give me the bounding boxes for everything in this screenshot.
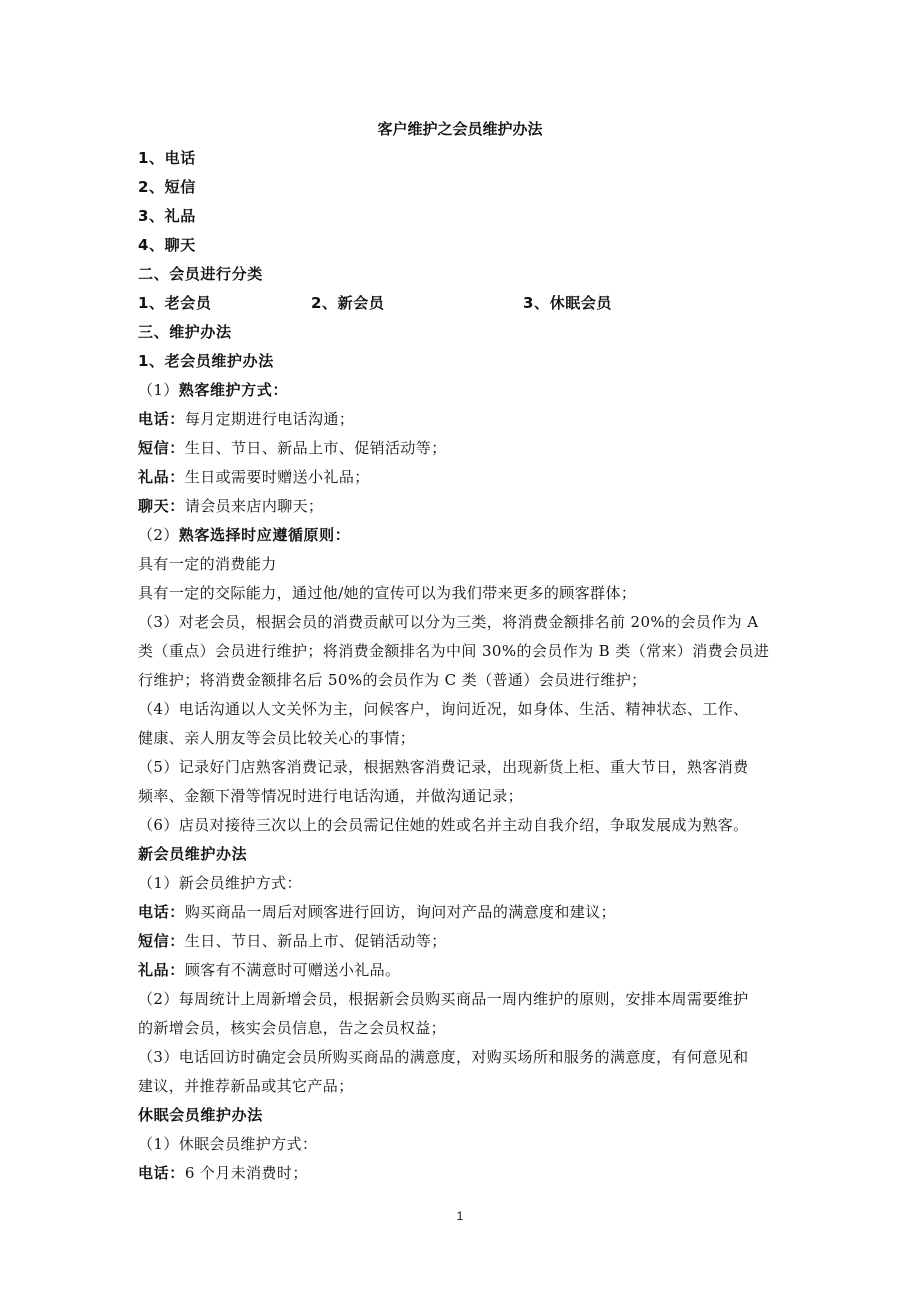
item-number: （1） [138, 381, 179, 399]
term-text: 生日或需要时赠送小礼品； [184, 468, 370, 486]
paragraph [138, 438, 447, 458]
class-old-member: 1、老会员 [138, 294, 212, 312]
term-text: 请会员来店内聊天； [184, 497, 324, 515]
text-line: 具有一定的消费能力 [138, 555, 277, 573]
text-line: （4）电话沟通以人文关怀为主，问候客户，询问近况，如身体、生活、精神状态、工作、 [138, 700, 749, 718]
text-line: （1）新会员维护方式： [138, 874, 302, 892]
class-dormant-member: 3、休眠会员 [523, 294, 613, 312]
paragraph [138, 902, 616, 922]
paragraph [138, 931, 447, 951]
paragraph [138, 380, 288, 400]
doc-title: 客户维护之会员维护办法 [377, 120, 543, 138]
term-label: 礼品： [138, 961, 185, 979]
term-label: 短信： [138, 932, 185, 950]
text-line: （6）店员对接待三次以上的会员需记住她的姓或名并主动自我介绍，争取发展成为熟客。 [138, 816, 749, 834]
text-line: （3）对老会员，根据会员的消费贡献可以分为三类，将消费金额排名前 20%的会员作为 A [138, 613, 759, 631]
text-line: 行维护；将消费金额排名后 50%的会员作为 C 类（普通）会员进行维护； [138, 671, 647, 689]
term-label: 礼品： [138, 468, 185, 486]
text-line: 健康、亲人朋友等会员比较关心的事情； [138, 729, 416, 747]
text-line: （3）电话回访时确定会员所购买商品的满意度，对购买场所和服务的满意度，有何意见和 [138, 1048, 749, 1066]
term-text: 生日、节日、新品上市、促销活动等； [184, 932, 447, 950]
text-line: 类（重点）会员进行维护；将消费金额排名为中间 30%的会员作为 B 类（常来）消费会员进 [138, 642, 770, 660]
term-label: 短信： [138, 439, 185, 457]
term-text: 顾客有不满意时可赠送小礼品。 [184, 961, 401, 979]
item-heading: 熟客维护方式： [178, 381, 288, 399]
list-item-chat: 4、聊天 [138, 236, 196, 254]
term-text: 6 个月未消费时； [184, 1164, 308, 1182]
section-heading-methods: 三、维护办法 [138, 323, 232, 341]
term-label: 电话： [138, 903, 185, 921]
text-line: 的新增会员，核实会员信息，告之会员权益； [138, 1019, 447, 1037]
text-line: （1）休眠会员维护方式： [138, 1135, 318, 1153]
term-text: 购买商品一周后对顾客进行回访，询问对产品的满意度和建议； [184, 903, 617, 921]
term-label: 电话： [138, 410, 185, 428]
page-number: 1 [456, 1209, 464, 1223]
list-item-sms: 2、短信 [138, 178, 196, 196]
item-heading: 熟客选择时应遵循原则： [178, 526, 351, 544]
paragraph [138, 496, 323, 516]
paragraph [138, 409, 354, 429]
text-line: 建议，并推荐新品或其它产品； [138, 1077, 354, 1095]
term-text: 每月定期进行电话沟通； [184, 410, 355, 428]
paragraph [138, 525, 350, 545]
term-text: 生日、节日、新品上市、促销活动等； [184, 439, 447, 457]
text-line: 频率、金额下滑等情况时进行电话沟通，并做沟通记录； [138, 787, 524, 805]
class-new-member: 2、新会员 [311, 294, 385, 312]
paragraph [138, 467, 370, 487]
paragraph [138, 1163, 308, 1183]
term-label: 电话： [138, 1164, 185, 1182]
subheading-dormant-member: 休眠会员维护办法 [138, 1106, 263, 1124]
section-heading-classify: 二、会员进行分类 [138, 265, 263, 283]
item-number: （2） [138, 526, 179, 544]
subheading-old-member: 1、老会员维护办法 [138, 352, 274, 370]
term-label: 聊天： [138, 497, 185, 515]
text-line: （2）每周统计上周新增会员，根据新会员购买商品一周内维护的原则，安排本周需要维护 [138, 990, 749, 1008]
text-line: （5）记录好门店熟客消费记录，根据熟客消费记录，出现新货上柜、重大节日，熟客消费 [138, 758, 749, 776]
subheading-new-member: 新会员维护办法 [138, 845, 248, 863]
list-item-gift: 3、礼品 [138, 207, 196, 225]
text-line: 具有一定的交际能力，通过他/她的宣传可以为我们带来更多的顾客群体； [138, 584, 637, 602]
paragraph [138, 960, 400, 980]
list-item-phone: 1、电话 [138, 149, 196, 167]
